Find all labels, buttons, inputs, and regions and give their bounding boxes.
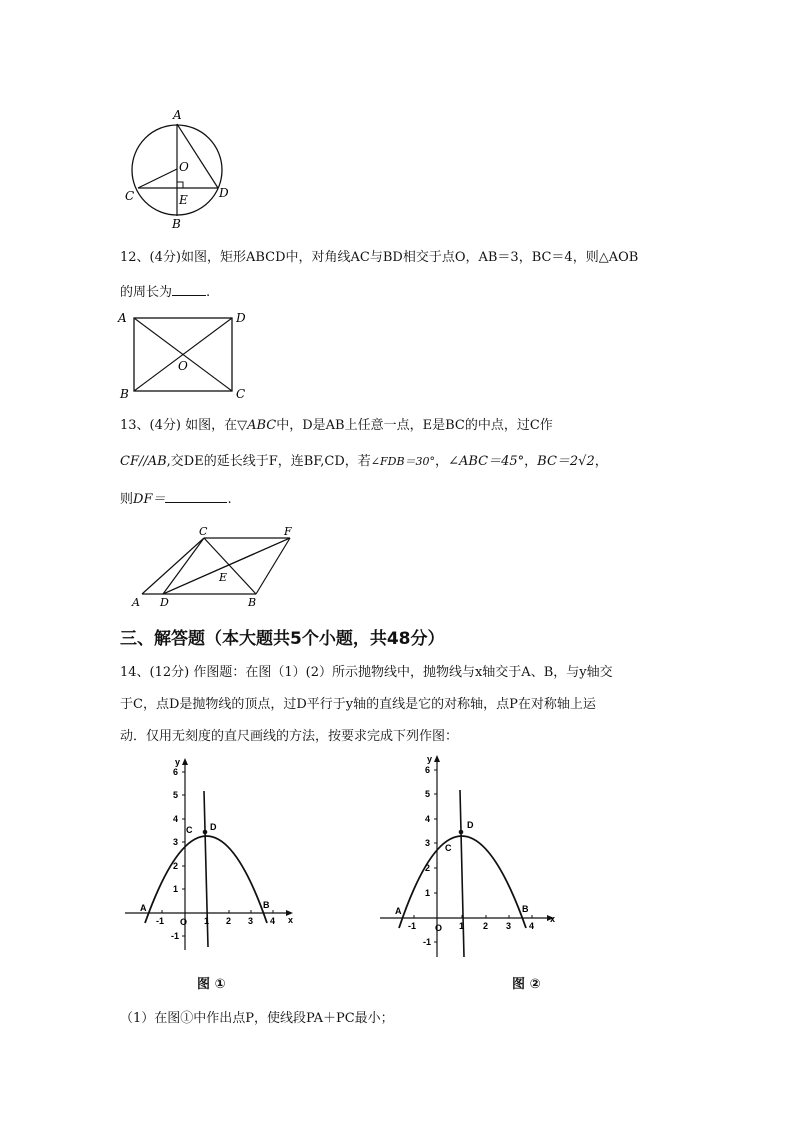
g1-ytick-2: 2 (173, 861, 179, 871)
g1-point-D: D (210, 822, 217, 832)
g1-ytick-m1: -1 (171, 931, 180, 941)
q13-angle-fdb: ∠FDB＝30° (370, 455, 436, 468)
q13-answer-blank[interactable] (165, 490, 227, 503)
graph-2-parabola (375, 752, 560, 962)
q12-answer-blank[interactable] (172, 283, 206, 296)
q12-line2 (120, 283, 210, 301)
q14-line2: 于C，点D是抛物线的顶点，过D平行于y轴的直线是它的对称轴，点P在对称轴上运 (120, 697, 596, 712)
g2-ytick-3: 3 (425, 838, 431, 848)
fig12-label-A: A (118, 311, 127, 325)
g1-xtick-m1: -1 (156, 916, 165, 926)
fig13-label-D: D (160, 596, 169, 609)
fig13-label-C: C (199, 526, 208, 538)
g2-xtick-3: 3 (506, 921, 512, 931)
q13-text-1a: 13、(4分) 如图，在 (120, 418, 238, 433)
g1-ytick-4: 4 (173, 814, 179, 824)
g2-xtick-2: 2 (483, 921, 489, 931)
g2-ytick-6: 6 (425, 765, 431, 775)
figure-12-rectangle (114, 308, 254, 403)
fig12-label-O: O (178, 359, 188, 373)
g2-axis-x: x (550, 914, 556, 924)
g2-xtick-m1: -1 (408, 921, 417, 931)
g2-origin: O (435, 923, 443, 933)
section-3-heading: 三、解答题（本大题共5个小题，共48分） (120, 629, 445, 649)
fig11-label-B: B (172, 217, 181, 231)
fig12-label-D: D (236, 311, 246, 325)
q14-sub1: （1）在图①中作出点P，使线段PA＋PC最小； (120, 1011, 394, 1026)
g2-xtick-4: 4 (529, 921, 535, 931)
q14-line3: 动．仅用无刻度的直尺画线的方法，按要求完成下列作图： (120, 729, 459, 744)
g1-origin: O (180, 917, 188, 927)
graph-1-parabola (120, 755, 300, 955)
q13-end: . (227, 492, 232, 507)
q13-df-equals: DF＝ (133, 492, 166, 507)
g2-point-A: A (395, 906, 402, 916)
q13-comma-1: ， (435, 454, 449, 469)
graph-1-caption: 图 ① (197, 977, 226, 992)
fig11-label-D: D (219, 186, 229, 200)
graph-2-caption: 图 ② (512, 977, 541, 992)
fig12-label-C: C (236, 387, 246, 401)
g2-xtick-1: 1 (459, 921, 465, 931)
fig11-label-E: E (179, 193, 188, 207)
q14-line1: 14、(12分) 作图题：在图（1）(2）所示抛物线中，抛物线与x轴交于A、B，与y轴交 (120, 665, 613, 680)
g1-ytick-3: 3 (173, 837, 179, 847)
g1-xtick-2: 2 (226, 916, 232, 926)
q13-text-1c: 中，D是AB上任意一点，E是BC的中点，过C作 (276, 418, 553, 433)
g2-ytick-1: 1 (425, 888, 431, 898)
fig12-label-B: B (120, 387, 129, 401)
g1-xtick-3: 3 (248, 916, 254, 926)
figure-11-circle (118, 108, 238, 233)
q13-comma-3: ， (594, 454, 608, 469)
g1-ytick-5: 5 (173, 790, 179, 800)
g2-axis-y: y (427, 754, 433, 764)
fig11-label-A: A (173, 108, 182, 122)
fig11-label-O: O (179, 160, 189, 174)
g1-xtick-4: 4 (270, 916, 276, 926)
g2-point-C: C (445, 843, 452, 853)
g1-xtick-1: 1 (204, 916, 210, 926)
g2-point-D: D (467, 820, 474, 830)
q13-bc-value: BC＝2√2 (537, 454, 595, 469)
g1-ytick-6: 6 (173, 767, 179, 777)
q13-line2 (120, 454, 608, 470)
g1-ytick-1: 1 (173, 884, 179, 894)
g1-point-A: A (140, 903, 147, 913)
g2-ytick-4: 4 (425, 814, 431, 824)
fig11-label-C: C (125, 189, 135, 203)
q12-text-1: 12、(4分)如图，矩形ABCD中，对角线AC与BD相交于点O，AB＝3，BC＝4，则△AOB (120, 250, 639, 265)
q13-text-2b: ,交DE的延长线于F，连BF,CD，若 (166, 454, 371, 469)
fig13-label-B: B (248, 596, 257, 609)
q13-angle-abc: ∠ABC＝45° (448, 454, 525, 469)
g2-ytick-5: 5 (425, 789, 431, 799)
g2-ytick-2: 2 (425, 863, 431, 873)
g2-ytick-m1: -1 (423, 937, 432, 947)
g1-axis-y: y (175, 757, 181, 767)
q12-end: . (206, 285, 211, 300)
g1-point-C: C (186, 825, 193, 835)
q13-line3 (120, 490, 232, 508)
fig13-label-E: E (219, 571, 228, 584)
fig13-label-F: F (284, 526, 292, 538)
fig13-label-A: A (132, 596, 140, 609)
figure-13-parallelogram (126, 526, 306, 616)
q13-triangle-abc: ▽ABC (237, 418, 277, 433)
q12-line1 (120, 250, 638, 266)
g1-axis-x: x (288, 915, 294, 925)
q13-line1 (120, 418, 553, 434)
q13-cf-parallel-ab: CF//AB (120, 454, 167, 469)
g2-point-B: B (522, 904, 529, 914)
q13-comma-2: ， (524, 454, 538, 469)
q13-text-3a: 则 (120, 492, 134, 507)
q12-text-2: 的周长为 (120, 285, 173, 300)
g1-point-B: B (263, 900, 270, 910)
